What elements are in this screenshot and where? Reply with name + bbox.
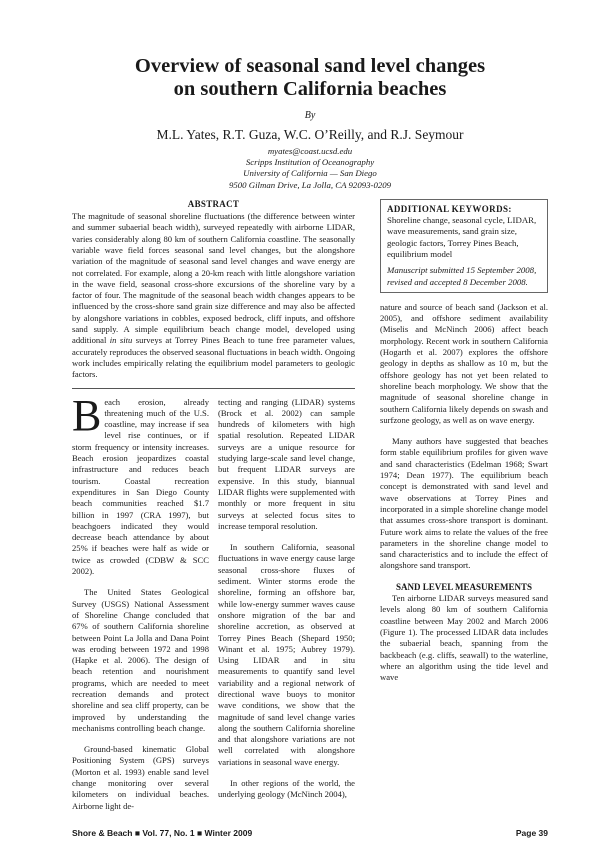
abstract-insitu: in situ (109, 335, 133, 346)
journal-name: Shore & Beach (72, 827, 133, 838)
address: 9500 Gilman Drive, La Jolla, CA 92093-0209 (228, 179, 392, 190)
paragraph: The United States Geological Survey (USGS) National Assessment of Shoreline Change concluded that 67% of southern California shoreline between Point La Jolla and Dana Point was eroding between 1972 and 1998 (Hapke et al. 2006). The design of beach retention and nourishment programs, which are needed to meet recreation demands and protect shoreline and sea cliff property, can be improved by understanding the mechanisms controlling beach change. (72, 587, 209, 733)
title-line-2: on southern California beaches (173, 78, 447, 100)
manuscript-dates: Manuscript submitted 15 September 2008, revised and accepted 8 December 2008. (387, 265, 537, 287)
title-line-1: Overview of seasonal sand level changes (134, 55, 486, 77)
volume: Vol. 77, No. 1 (142, 827, 195, 838)
institution: Scripps Institution of Oceanography (245, 157, 375, 168)
paragraph: In southern California, seasonal fluctuations in wave energy cause large seasonal cross-shore fluxes of sediment. Winter storms erode the shoreline, forming an offshore bar, while low-energy summer waves cause onshore migration of the bar and shoreline accretion, as observed at Torrey Pines Beach (Shepard 1950; Winant et al. 1975; Aubrey 1979). Using LIDAR and in situ measurements to quantify sand level variability and a regional network of directional wave buoys to monitor wave conditions, we show that the magnitude of sand level change varies along the southern California shoreline and that alongshore variations are not well correlated with alongshore variations in seasonal wave energy. (218, 542, 355, 767)
paragraph: Ground-based kinematic Global Positioning System (GPS) surveys (Morton et al. 1993) enable sand level change monitoring over several kilometers on individual beaches. Airborne light de- (72, 744, 209, 811)
paragraph: nature and source of beach sand (Jackson et al. 2005), and offshore sediment availability (Miselis and McNinch 2006) affect beach morphology. Recent work in southern California (Hogarth et al. 2007) explores the offshore geology in depths as shallow as 10 m, but the offshore geology has not yet been related to shoreline beach morphology. We show that the magnitude of seasonal shoreline change in southern California likely depends on swash and surfzone geology, as well as on wave energy. (380, 301, 548, 425)
keywords-text: Shoreline change, seasonal cycle, LIDAR, wave measurements, sand grain size, geologic factors, Torrey Pines Beach, equilibrium model (387, 215, 537, 259)
email[interactable]: myates@coast.ucsd.edu (267, 146, 353, 156)
column-1 (72, 390, 209, 822)
authors: M.L. Yates, R.T. Guza, W.C. O’Reilly, and R.J. Seymour (156, 127, 464, 142)
separator-icon: ■ (197, 827, 203, 838)
section-heading: SAND LEVEL MEASUREMENTS (395, 581, 533, 592)
body (72, 199, 548, 822)
left-columns (72, 390, 355, 822)
column-3 (380, 302, 548, 684)
paragraph-text: each erosion, already threatening much of the U.S. coastline, may increase if sea level rise continues, or if storm frequency or intensity increases. Beach erosion jeopardizes coastal infrastructure and reduces beach tourism. Coastal recreation expenditures in San Diego County beach communities reached $1.7 billion in 1997 (CRA 1997), but beachgoers indicated they would decrease beach attendance by about 25% if beaches were half as wide or twice as crowded (CDBW & SCC 2002). (72, 396, 209, 577)
keywords-box (380, 199, 548, 293)
paragraph: In other regions of the world, the underlying geology (McNinch 2004), (218, 778, 355, 800)
affiliation (72, 146, 548, 191)
separator-icon: ■ (134, 827, 140, 838)
left-region (72, 199, 355, 822)
university: University of California — San Diego (243, 168, 377, 179)
abstract (72, 199, 355, 381)
paragraph: Ten airborne LIDAR surveys measured sand levels along 80 km of southern California coastline between May 2002 and March 2006 (Figure 1). The processed LIDAR data includes the subaerial beach, spanning from the backbeach (e.g. cliffs, seawall) to the waterline, where an algorithm using the tide level and wave (380, 593, 548, 683)
page-number: Page 39 (515, 827, 548, 838)
abstract-heading: ABSTRACT (187, 198, 240, 209)
paragraph: Many authors have suggested that beaches form stable equilibrium profiles for given wave and sand characteristics (Edelman 1968; Swart 1974; Dean 1977). The equilibrium beach concept is demonstrated with sand level and wave observations at Torrey Pines and incorporated in a simple shoreline change model that assumes cross-shore transport is dominant. Future work aims to relate the values of the free parameters in the shoreline change model to sand characteristics and to include the effect of alongshore sand transport. (380, 436, 548, 571)
drop-cap: B (72, 390, 102, 440)
footer-journal (72, 828, 252, 839)
abstract-text-b: surveys at Torrey Pines Beach to tune free parameter values, accurately reproduces the observed seasonal fluctuations in beach width. Ongoing work includes empirically relating the equilibrium model parameters to geologic factors. (72, 335, 356, 380)
abstract-text-a: The magnitude of seasonal shoreline fluctuations (the difference between winter and summer subaerial beach width), surveyed repeatedly with airborne LIDAR, varies considerably along 80 km of southern California coastline. The seasonally variable wave field forces seasonal sand level changes, but the alongshore variation of the magnitude of seasonal sand level changes and wave energy are not correlated. For example, along a 20-km reach with little alongshore variation in the wave field, seasonal cross-shore excursions of the shoreline vary by a factor of four. The magnitude of the seasonal beach width changes appears to be influenced by the cross-shore sand grain size difference and may also be affected by alongshore variations in cobbles, exposed bedrock, cliff inputs, and offshore sand supply. A simple equilibrium beach change model, developed using additional (72, 211, 355, 346)
issue: Winter 2009 (204, 827, 253, 838)
column-2 (218, 397, 355, 811)
byline: By (304, 110, 316, 121)
footer (72, 828, 548, 839)
abstract-text (72, 211, 355, 380)
keywords-heading: ADDITIONAL KEYWORDS: (387, 203, 512, 214)
article-title (72, 55, 548, 101)
right-region (380, 199, 548, 694)
divider (72, 388, 355, 389)
paragraph: tecting and ranging (LIDAR) systems (Brock et al. 2002) can sample hundreds of kilometers with high spatial resolution. Repeated LIDAR surveys are a unique resource for studying large-scale sand level change, but frequent LIDAR surveys are expensive. In this study, biannual LIDAR flights were supplemented with monthly or more frequent in situ surveys at selected focus sites to increase temporal resolution. (218, 396, 355, 531)
paragraph (72, 390, 209, 578)
